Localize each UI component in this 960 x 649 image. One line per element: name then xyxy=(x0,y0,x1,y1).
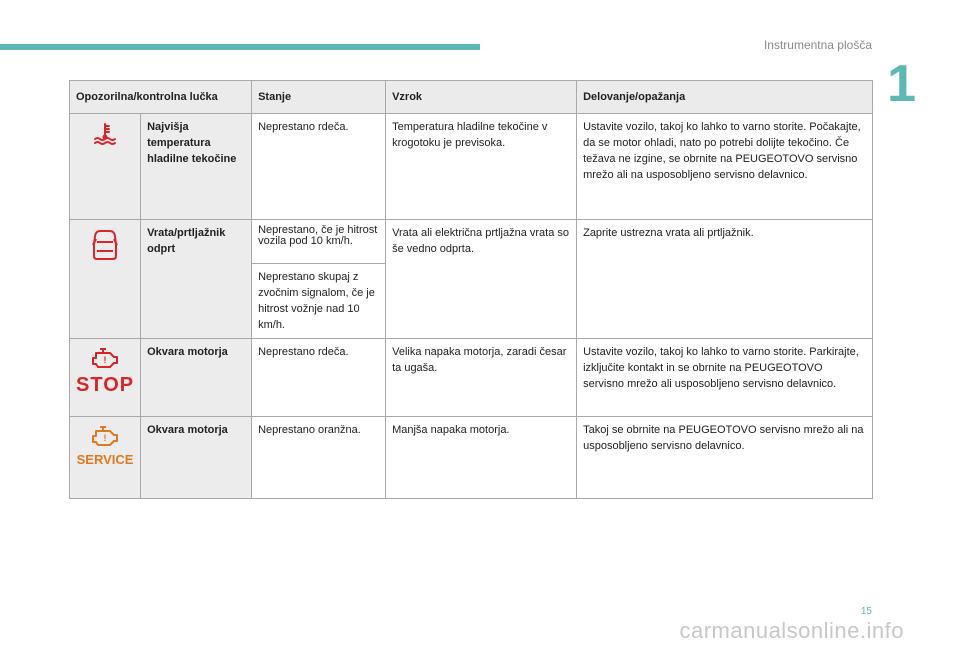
light-state xyxy=(252,220,386,264)
stop-label: STOP xyxy=(76,374,135,396)
watermark: carmanualsonline.info xyxy=(679,618,904,643)
light-name: Okvara motorja xyxy=(141,339,252,417)
light-action: Ustavite vozilo, takoj ko lahko to varno storite. Parkirajte, izključite kontakt in se obrnite na PEUGEOTOVO servisno mrežo ali usposobljeno servisno delavnico. xyxy=(577,339,873,417)
light-action: Zaprite ustrezna vrata ali prtljažnik. xyxy=(577,220,873,339)
light-cause: Vrata ali električna prtljažna vrata so še vedno odprta. xyxy=(386,220,577,339)
page-number: 15 xyxy=(860,606,872,617)
light-action: Ustavite vozilo, takoj ko lahko to varno storite. Počakajte, da se motor ohladi, nato po potrebi dolijte tekočino. Če težava ne izgine, se obrnite na PEUGEOTOVO servisno mrežo ali na usposobljeno servisno delavnico. xyxy=(577,114,873,220)
icon-cell xyxy=(70,417,141,499)
door-open-icon xyxy=(91,228,119,262)
engine-stop-icon xyxy=(90,347,120,369)
top-accent-bar xyxy=(0,44,480,50)
engine-service-icon xyxy=(90,425,120,447)
column-header-state: Stanje xyxy=(252,81,386,114)
light-state: Neprestano rdeča. xyxy=(252,114,386,220)
svg-text:!: ! xyxy=(103,355,107,365)
light-name: Vrata/prtljažnik odprt xyxy=(141,220,252,339)
section-title: Instrumentna plošča xyxy=(763,38,872,52)
light-state: Neprestano oranžna. xyxy=(252,417,386,499)
light-cause: Manjša napaka motorja. xyxy=(386,417,577,499)
light-state: Neprestano rdeča. xyxy=(252,339,386,417)
column-header-cause: Vzrok xyxy=(386,81,577,114)
service-label: SERVICE xyxy=(76,452,134,467)
table-row xyxy=(70,339,873,417)
table-header-row xyxy=(70,81,873,114)
light-cause: Temperatura hladilne tekočine v krogotoku je previsoka. xyxy=(386,114,577,220)
chapter-number: 1 xyxy=(887,55,916,113)
light-state-text: Neprestano, če je hitrost vozila pod 10 km/h. xyxy=(258,224,378,247)
svg-text:!: ! xyxy=(103,433,107,443)
light-cause: Velika napaka motorja, zaradi česar ta ugaša. xyxy=(386,339,577,417)
light-name: Okvara motorja xyxy=(141,417,252,499)
table-row xyxy=(70,417,873,499)
light-action: Takoj se obrnite na PEUGEOTOVO servisno mrežo ali na usposobljeno servisno delavnico. xyxy=(577,417,873,499)
warning-lights-table xyxy=(69,80,873,499)
icon-cell xyxy=(70,339,141,417)
icon-cell xyxy=(70,114,141,220)
table-row xyxy=(70,114,873,220)
icon-cell xyxy=(70,220,141,339)
table-row xyxy=(70,220,873,264)
column-header-light: Opozorilna/kontrolna lučka xyxy=(70,81,252,114)
light-name: Najvišja temperatura hladilne tekočine xyxy=(141,114,252,220)
coolant-temperature-icon xyxy=(92,122,118,146)
light-state-secondary: Neprestano skupaj z zvočnim signalom, če je hitrost vožnje nad 10 km/h. xyxy=(252,264,386,339)
column-header-action: Delovanje/opažanja xyxy=(577,81,873,114)
